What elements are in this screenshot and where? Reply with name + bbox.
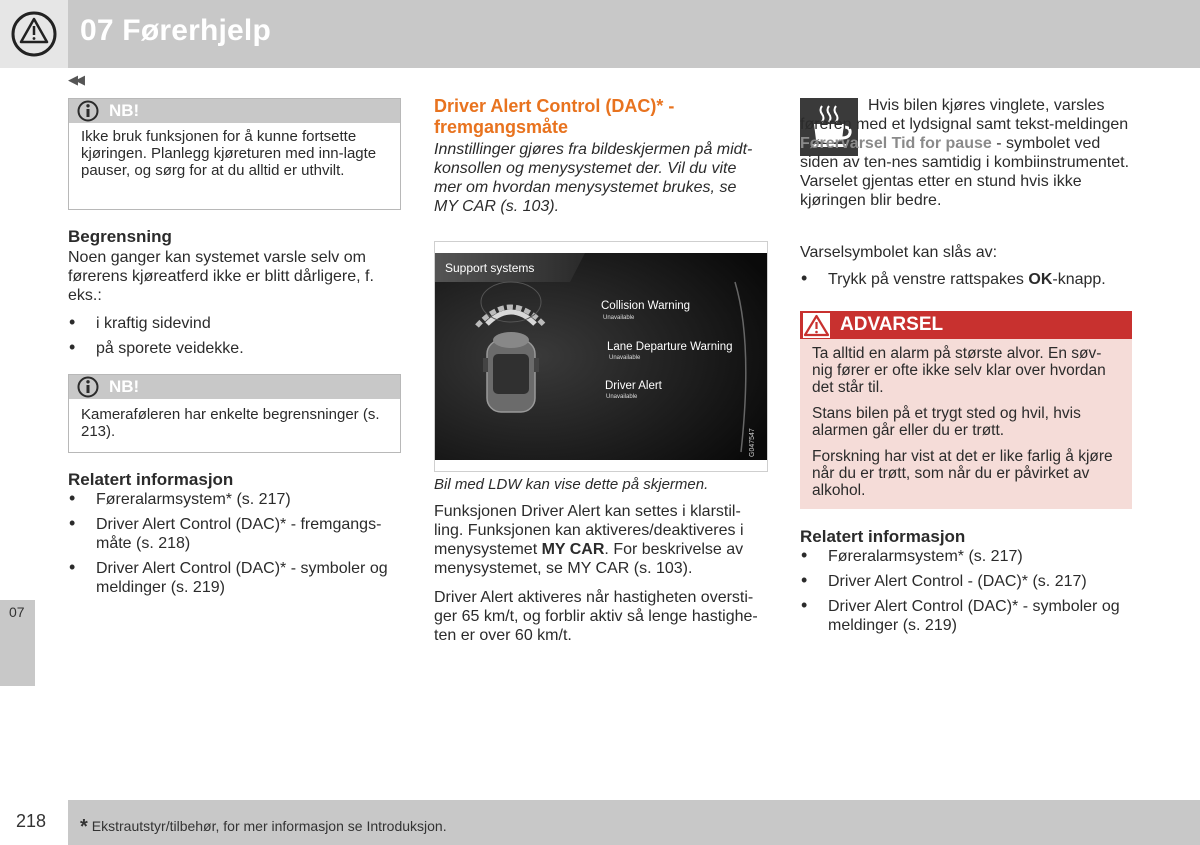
- menu-title: Support systems: [445, 261, 535, 275]
- chapter-tab-label: 07: [9, 604, 25, 620]
- info-icon: [76, 376, 100, 398]
- menu-item-lane-departure-warning[interactable]: Lane Departure Warning: [607, 341, 733, 353]
- related-heading-right: Relatert informasjon: [800, 527, 966, 546]
- related-list-right: [800, 547, 1132, 635]
- related-link[interactable]: • Driver Alert Control (DAC)* - symboler og meldinger (s. 219): [800, 597, 1132, 635]
- support-systems-screen: [435, 242, 767, 471]
- instruction-list: [800, 270, 1130, 289]
- related-link[interactable]: • Driver Alert Control (DAC)* - fremgangs-måte (s. 218): [68, 515, 398, 553]
- begrensning-intro: Noen ganger kan systemet varsle selv om førerens kjøreatferd ikke er blitt dårligere, f. eks.:: [68, 249, 374, 304]
- section-heading: Driver Alert Control (DAC)* - fremgangsmåte: [434, 96, 675, 137]
- paragraph-2: Varselsymbolet kan slås av:: [800, 244, 998, 261]
- footer-note: * Ekstrautstyr/tilbehør, for mer informasjon se Introduksjon.: [80, 816, 447, 838]
- back-arrows-link[interactable]: ◀◀: [68, 72, 82, 87]
- related-link[interactable]: • Driver Alert Control - (DAC)* (s. 217): [800, 572, 1132, 591]
- page-number: 218: [16, 811, 47, 831]
- note-title: NB!: [109, 101, 140, 120]
- related-list-left: [68, 490, 398, 597]
- list-item: • i kraftig sidevind: [68, 314, 398, 333]
- figure-code: G047547: [749, 428, 756, 457]
- note-box-header: [69, 99, 400, 123]
- begrensning-heading: Begrensning: [68, 227, 172, 246]
- related-heading-left: Relatert informasjon: [68, 470, 234, 489]
- intro-paragraph: Innstillinger gjøres fra bildeskjermen på midt-konsollen og menysystemet der. Vil du vite mer om hvordan menysystemet brukes, se MY CAR (s. 103).: [434, 141, 753, 215]
- note-box-1: [68, 98, 401, 210]
- note-title: NB!: [109, 377, 140, 396]
- list-item: • Trykk på venstre rattspakes OK-knapp.: [800, 270, 1130, 289]
- figure-caption: Bil med LDW kan vise dette på skjermen.: [434, 476, 709, 493]
- menu-item-status: Unavailable: [603, 315, 635, 321]
- note-text: Ikke bruk funksjonen for å kunne fortsette kjøringen. Planlegg kjøreturen med inn-lagte pauser, og sørg for at du alltid er uthvilt.: [81, 128, 377, 179]
- warning-paragraph: Ta alltid en alarm på største alvor. En søv-nig fører er ofte ikke selv klar over hvordan det står til.: [812, 345, 1106, 396]
- menu-item-collision-warning[interactable]: Collision Warning: [601, 300, 691, 312]
- menu-item-status: Unavailable: [606, 394, 638, 400]
- menu-item-status: Unavailable: [609, 355, 641, 361]
- related-link[interactable]: • Føreralarmsystem* (s. 217): [800, 547, 1132, 566]
- warning-triangle-icon: [803, 313, 830, 338]
- note-box-header: [69, 375, 400, 399]
- warning-paragraph: Stans bilen på et trygt sted og hvil, hvis alarmen går eller du er trøtt.: [812, 405, 1081, 439]
- menu-item-driver-alert[interactable]: Driver Alert: [605, 380, 662, 392]
- info-icon: [76, 100, 100, 122]
- begrensning-list: [68, 314, 398, 358]
- warning-title: ADVARSEL: [840, 314, 944, 335]
- paragraph-1: Funksjonen Driver Alert kan settes i klarstil-ling. Funksjonen kan aktiveres/deaktiveres i menysystemet MY CAR. For beskrivelse av menysystemet, se MY CAR (s. 103).: [434, 503, 744, 577]
- screen-figure: [434, 241, 768, 472]
- chapter-title: 07 Førerhjelp: [80, 14, 271, 47]
- list-item: • på sporete veidekke.: [68, 339, 398, 358]
- warning-triangle-icon: [0, 0, 68, 68]
- note-text: Kameraføleren har enkelte begrensninger (s. 213).: [81, 406, 380, 440]
- note-box-2: [68, 374, 401, 453]
- header-icon-box: [0, 0, 68, 68]
- paragraph-2: Driver Alert aktiveres når hastigheten oversti-ger 65 km/t, og forblir aktiv så lenge hastighe-ten er over 60 km/t.: [434, 589, 758, 644]
- related-link[interactable]: • Driver Alert Control (DAC)* - symboler og meldinger (s. 219): [68, 559, 398, 597]
- related-link[interactable]: • Føreralarmsystem* (s. 217): [68, 490, 398, 509]
- warning-paragraph: Forskning har vist at det er like farlig å kjøre når du er trøtt, som når du er påvirket av alkohol.: [812, 448, 1113, 499]
- paragraph-1: Hvis bilen kjøres vinglete, varsles føreren med et lydsignal samt tekst-meldingen Førervarsel Tid for pause - symbolet ved siden av ten-nes samtidig i kombiinstrumentet. Varselet gjentas etter en stund hvis ikke kjøringen blir bedre.: [800, 97, 1130, 209]
